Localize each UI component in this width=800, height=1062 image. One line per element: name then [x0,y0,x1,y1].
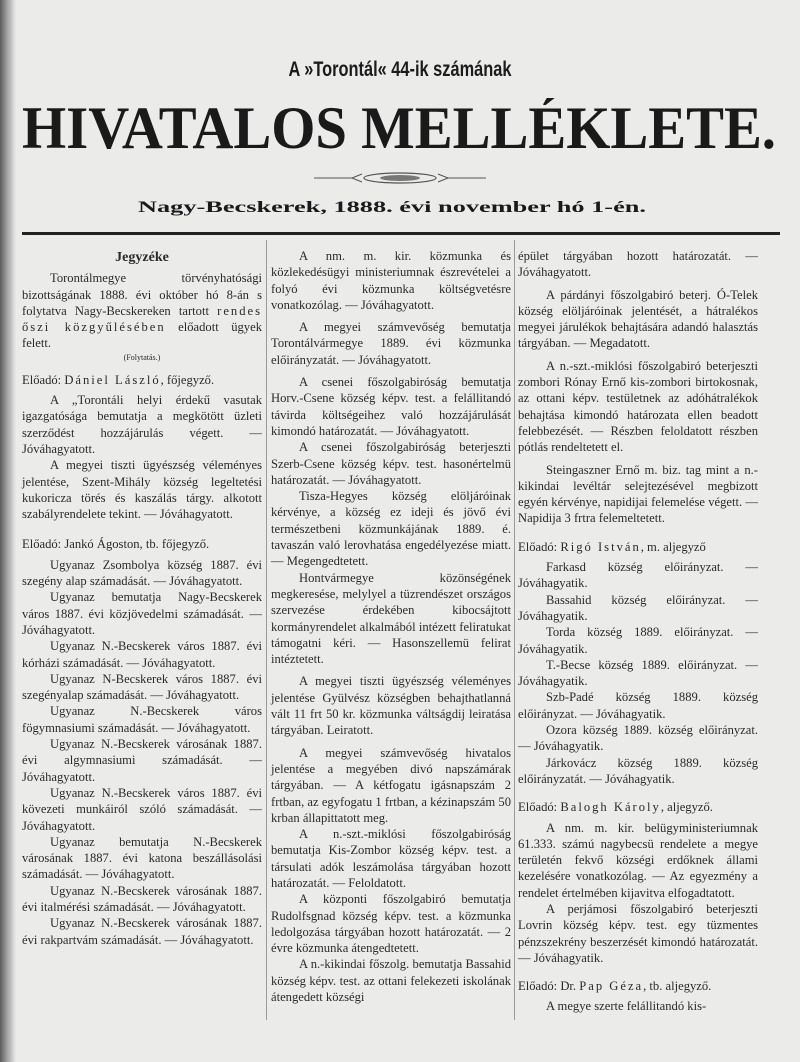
header-rule [22,232,780,235]
paragraph: épület tárgyában hozott határozatát. — Jóváhagyatott. [518,249,758,280]
paragraph: Ugyanaz bemutatja Nagy-Becskerek város 1887. évi közjövedelmi számadását. — Jóváhagyatott. [22,590,262,637]
paragraph: A megyei tiszti ügyészség véleményes jelentése, Szent-Mihály község legeltetési kukoricza törés és kaszálás tárgy. alkotott szabályrendelete tekint. — Jóváhagyatott. [22,458,262,522]
paragraph: Ugyanaz N.-Becskerek város fögymnasiumi számadását. — Jóváhagyatott. [22,704,262,735]
paragraph: A csenei főszolgabiróság beterjeszti Szerb-Csene község képv. test. hasonértelmü határozatát. — Jóváhagyatott. [271,440,511,487]
paragraph: T.-Becse község 1889. előirányzat. — Jóváhagyatik. [518,657,758,689]
column-3 [518,248,758,1015]
paragraph: A megye szerte felállitandó kis- [546,999,707,1014]
dateline-text: Nagy-Becskerek, 1888. évi november hó 1-én. [138,199,646,216]
column-divider [514,240,515,1020]
intro-paragraph: Torontálmegye törvényhatósági bizottságának 1888. évi október hó 8-án s folytatva Nagy-Becskereken tartott rendes őszi közgyűlésében előadott ügyek felett. [22,271,262,351]
paragraph: A párdányi főszolgabiró beterj. Ó-Telek község elöljáróinak jelentését, a hátralékos megyei járulékok behajtására adandó halasztás tárgyában. — Megadatott. [518,287,758,351]
paragraph: A n.-kikindai főszolg. bemutatja Bassahid község képv. test. az ottani felekezeti iskolának átengedett községi [271,957,511,1005]
paragraph: Ugyanaz Zsombolya község 1887. évi szegény alap számadását. — Jóváhagyatott. [22,557,262,589]
paragraph: A megyei számvevőség hivatalos jelentése a megyében divó napszámárak tárgyában. — A kétfogatu igásnapszám 2 frtban, az egyfogatu 1 frtban, a kézinapszám 50 krban állapittatott meg. [271,745,511,825]
paragraph: Torda község 1889. előirányzat. — Jóváhagyatik. [518,625,758,656]
paragraph: Ugyanaz N.-Becskerek városának 1887. évi algymnasiumi számadását. — Jóváhagyatott. [22,737,262,784]
paragraph: Szb-Padé község 1889. község előirányzat. — Jóváhagyatik. [518,690,758,721]
speaker-line: Előadó: Rigó István, m. aljegyző [518,539,706,554]
paragraph: A megyei számvevőség bemutatja Torontálvármegye 1889. évi közmunka előirányzatát. — Jóváhagyatott. [271,320,511,367]
paragraph: A perjámosi főszolgabiró beterjeszti Lovrin község képv. test. egy tüzmentes pénzszekrény beszerzését kimondó határozatát. — Jóváhagyatik. [518,901,758,965]
masthead-title [22,98,778,158]
section-heading: Jegyzéke [115,250,169,265]
paragraph: Ugyanaz bemutatja N.-Becskerek városának 1887. évi katona beszállásolási számadását. — Jóváhagyatott. [22,834,262,882]
ornament-divider [312,170,488,186]
scan-page-edge-shadow [0,0,16,1062]
paragraph: Steingaszner Ernő m. biz. tag mint a n.-kikindai levéltár selejtezésével megbizott egyén kérvénye, napidijai felemelése végett. — Napidija 3 frtra felemeltetett. [518,462,758,526]
paragraph: A n.-szt.-miklósi főszolgabiróság bemutatja Kis-Zombor község képv. test. a társulati adók leszámolása tárgyában hozott határozatát. — Feloldatott. [271,827,511,890]
paragraph: Ozora község 1889. község előirányzat. — Jóváhagyatik. [518,723,758,754]
paragraph: Farkasd község előirányzat. — Jóváhagyatik. [518,560,758,591]
paragraph: Ugyanaz N.-Becskerek város 1887. évi kövezeti munkáiról szóló számadását. — Jóváhagyatott. [22,785,262,833]
paragraph: Ugyanaz N.-Becskerek városának 1887. évi italmérési számadását. — Jóváhagyatott. [22,883,262,914]
column-1 [22,248,262,948]
speaker-line: Előadó: Jankó Ágoston, tb. főjegyző. [22,537,210,552]
paragraph: Ugyanaz N-Becskerek város 1887. évi szegényalap számadását. — Jóváhagyatott. [22,671,262,703]
paragraph: Ugyanaz N.-Becskerek város 1887. évi kórházi számadását. — Jóváhagyatott. [22,639,262,670]
speaker-line: Előadó: Balogh Károly, aljegyző. [518,800,713,815]
continuation-note: (Folytatás.) [123,352,161,362]
dateline [138,194,650,218]
paragraph: Járkovácz község 1889. község előirányzatát. — Jóváhagyatik. [518,755,758,786]
header-kicker: A »Torontál« 44-ik számának [288,58,512,81]
paragraph: A csenei főszolgabiróság bemutatja Horv.-Csene község képv. test. a felállitandó távirda költségeihez való hozzájárulását kimondó határozatát. — Jóváhagyatott. [271,375,511,438]
paragraph: A nm. m. kir. közmunka és közlekedésügyi ministeriumnak észrevételei a folyó évi közmunka költségvetésre vonatkozólag. — Jóváhagyatott. [271,249,511,312]
paragraph: Bassahid község előirányzat. — Jóváhagyatik. [518,592,758,623]
column-2 [271,248,511,1005]
paragraph: Hontvármegye közönségének megkeresése, melylyel a tüzrendészet országos szervezése érdekében kibocsájtott kormányrendelet alkalmából intézett feliratukat támogatni kéri. — Hasonszellemü felirat intéztetett. [271,570,511,667]
paragraph: A „Torontáli helyi érdekű vasutak igazgatósága bemutatja a megkötött üzleti szerződést hozzájárulás végett. — Jóváhagyatott. [22,393,262,456]
paragraph: A megyei tiszti ügyészség véleményes jelentése Gyülvész községben behajthatlanná vált 11 frt 50 kr. közmunka váltságdij leiratása tárgyában. Leiratott. [271,674,511,738]
paragraph: Ugyanaz N.-Becskerek városának 1887. évi rakpartvám számadását. — Jóváhagyatott. [22,916,262,947]
speaker-line: Előadó: Dániel László, főjegyző. [22,372,215,387]
speaker-line: Előadó: Dr. Pap Géza, tb. aljegyző. [518,979,712,994]
paragraph: Tisza-Hegyes község elöljáróinak kérvénye, a község ez ideji és jövő évi természetbeni közmunkájának 1889. é. tavaszán való lerovhatása engedélyezése miatt. — Megengedtetett. [271,489,511,569]
paragraph: A központi főszolgabiró bemutatja Rudolfsgnad község képv. test. a közmunka ledolgozása tárgyában hozott határozatát. — 2 évre közmunka átengedtetett. [271,892,511,956]
paragraph: A nm. m. kir. belügyministeriumnak 61.333. számú nagybecsü rendelete a megye területén fekvő községi erdőknek állami kezelésére vonatkozólag. — Az egyezmény a rendelet értelmében kijavitva elfogadtatott. [518,820,758,900]
masthead-title-text: HIVATALOS MELLÉKLETE. [22,98,776,158]
column-divider [266,240,267,1020]
paragraph: A n.-szt.-miklósi főszolgabiró beterjeszti zombori Rónay Ernő kis-zombori birtokosnak, az ottani képv. testületnek az adóhátralékok behajtása kimondó határozata ellen beadott felebbezését. — Részben feloldatott részben pótlás rendeltetett el. [518,358,758,455]
